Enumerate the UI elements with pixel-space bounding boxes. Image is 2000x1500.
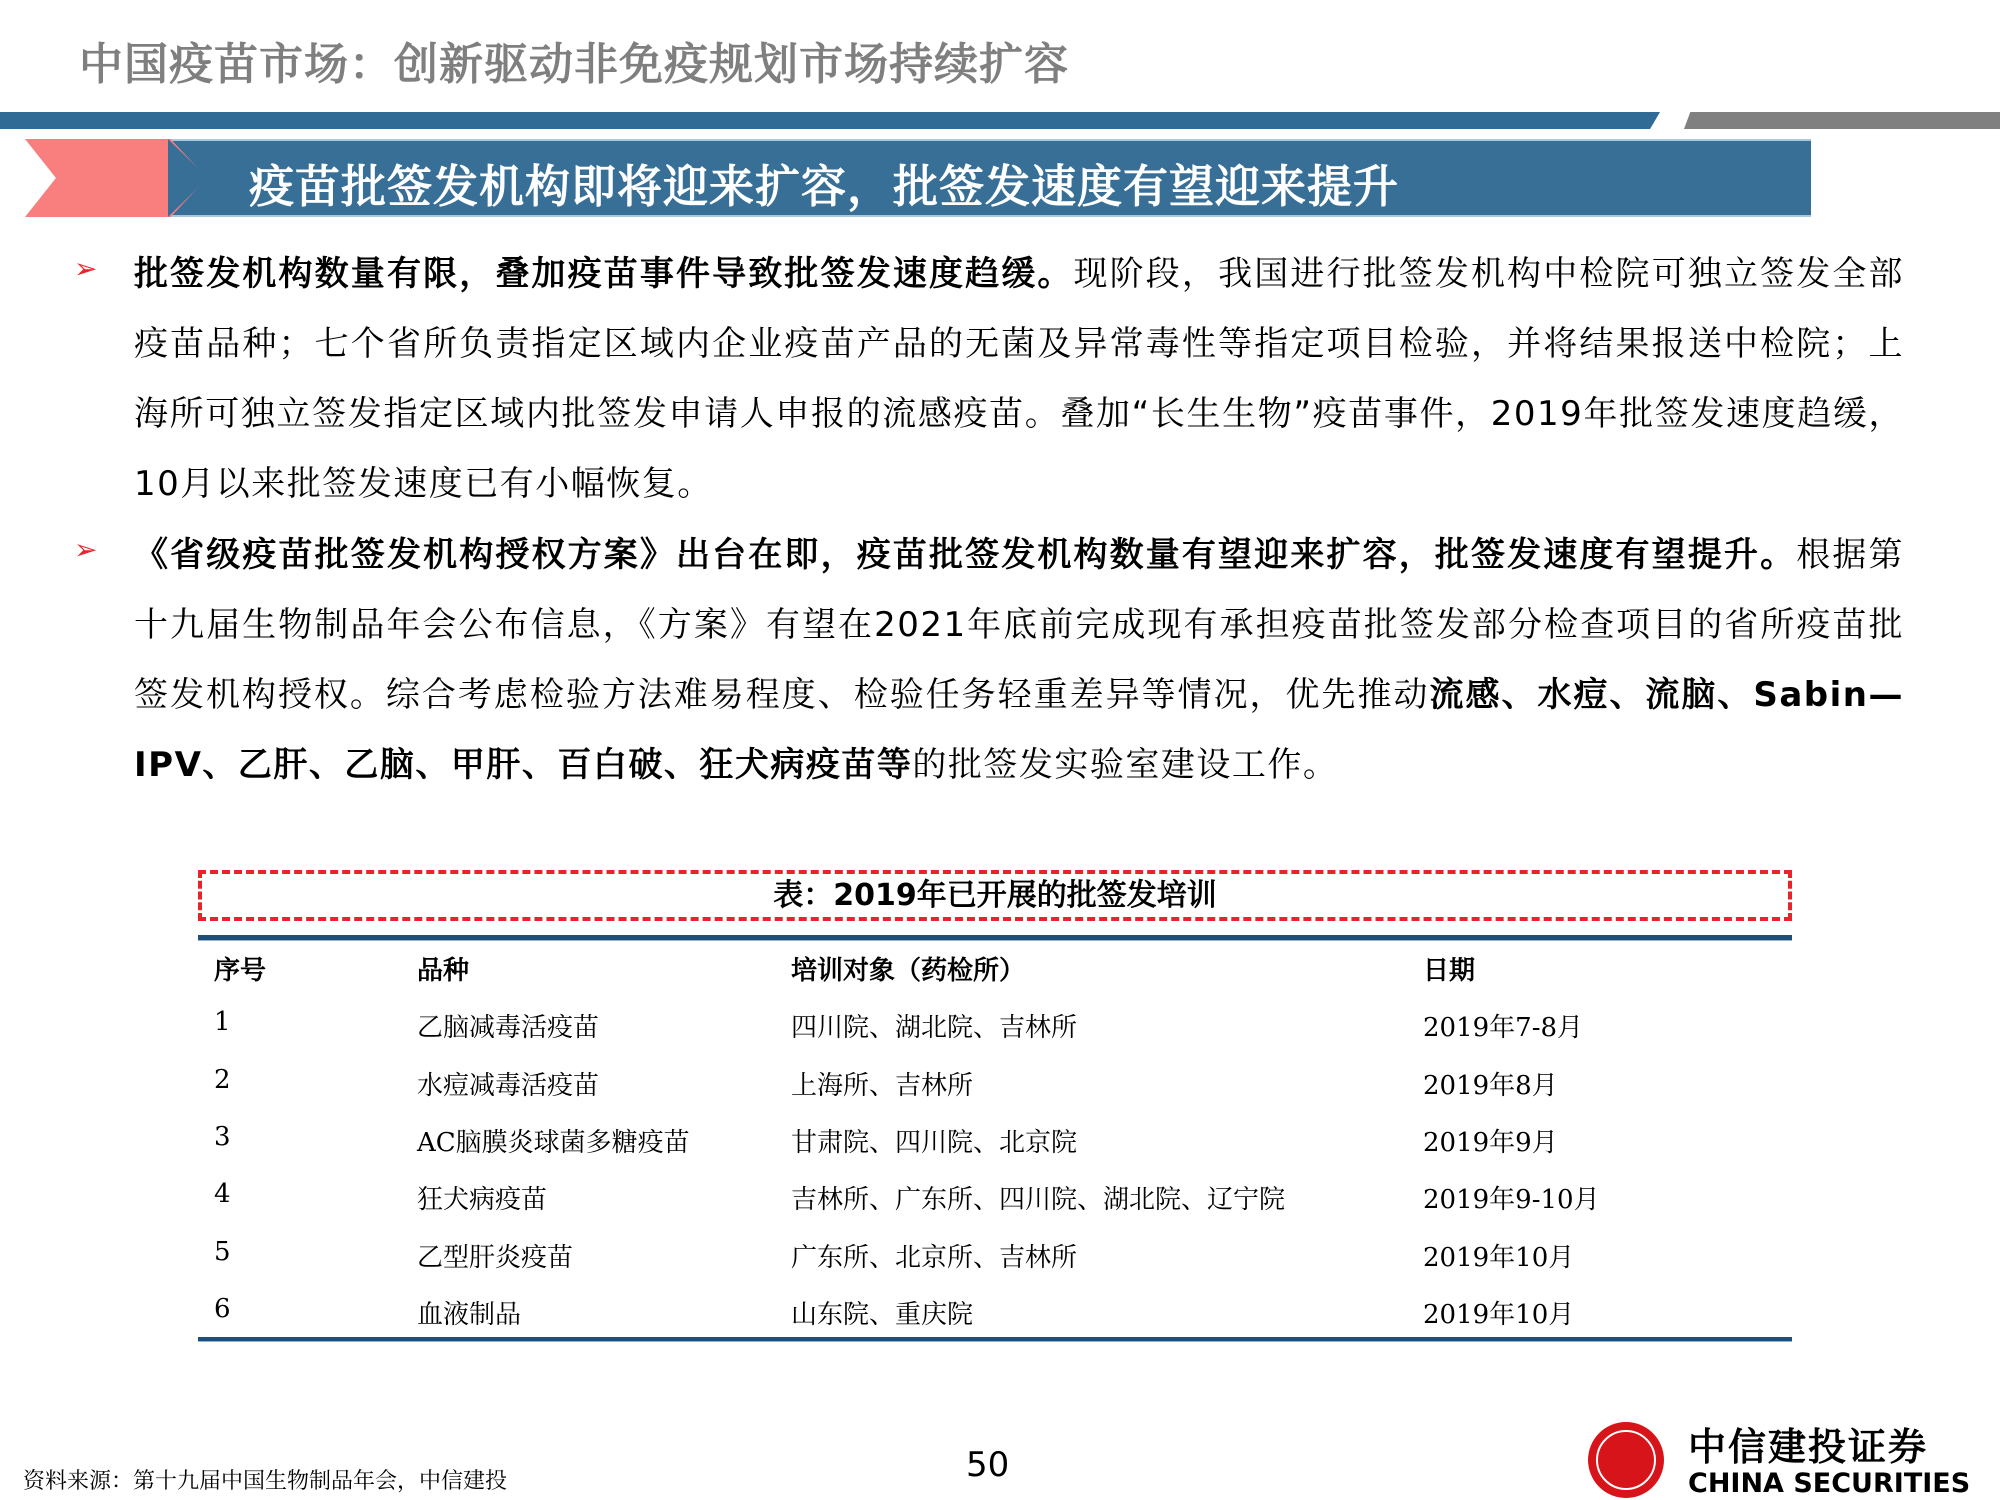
header-bar-blue xyxy=(0,112,1660,129)
cell: 6 xyxy=(214,1294,231,1324)
table-header xyxy=(214,950,1784,990)
cell: 2019年8月 xyxy=(1423,1071,1558,1101)
cell: 2019年10月 xyxy=(1423,1243,1575,1273)
cell: 4 xyxy=(214,1179,231,1209)
slide-title: 中国疫苗市场：创新驱动非免疫规划市场持续扩容 xyxy=(79,39,1069,90)
header-cell: 日期 xyxy=(1423,956,1476,986)
table-row xyxy=(214,1237,1784,1277)
cell: 四川院、湖北院、吉林所 xyxy=(791,1013,1078,1043)
header-bar-grey xyxy=(1684,112,2000,129)
source-note: 资料来源：第十九届中国生物制品年会，中信建投 xyxy=(23,1469,508,1494)
bullet-arrow-icon: ➢ xyxy=(74,252,98,285)
cell: 甘肃院、四川院、北京院 xyxy=(791,1128,1078,1158)
cell: 2019年9月 xyxy=(1423,1128,1558,1158)
cell: 狂犬病疫苗 xyxy=(417,1185,548,1215)
table-top-rule xyxy=(198,935,1792,941)
bullet-lead: 《省级疫苗批签发机构授权方案》出台在即，疫苗批签发机构数量有望迎来扩容，批签发速度有望提升。 xyxy=(134,535,1797,575)
cell: 吉林所、广东所、四川院、湖北院、辽宁院 xyxy=(791,1185,1286,1215)
cell: 2 xyxy=(214,1065,231,1095)
cell: 水痘减毒活疫苗 xyxy=(417,1071,600,1101)
table-row xyxy=(214,1007,1784,1047)
cell: 广东所、北京所、吉林所 xyxy=(791,1243,1078,1273)
cell: 2019年10月 xyxy=(1423,1300,1575,1330)
header-cell: 培训对象（药检所） xyxy=(791,956,1026,986)
bullet-paragraph-1 xyxy=(134,239,1904,519)
table-bottom-rule xyxy=(198,1337,1792,1342)
cell: 乙型肝炎疫苗 xyxy=(417,1243,574,1273)
table-row xyxy=(214,1065,1784,1105)
cell: 2019年9-10月 xyxy=(1423,1185,1600,1215)
logo-name-cn: 中信建投证券 xyxy=(1688,1425,1929,1469)
cell: 3 xyxy=(214,1122,231,1152)
page-number: 50 xyxy=(966,1445,1010,1485)
table-row xyxy=(214,1179,1784,1219)
bullet-arrow-icon: ➢ xyxy=(74,533,98,566)
bullet-text: 根据第十九届生物制品年会公布信息，《方案》有望在2021年底前完成现有承担疫苗批签发部分检查项目的省所疫苗批签发机构授权。综合考虑检验方法难易程度、检验任务轻重差异等情况，优先推动 xyxy=(134,535,1905,715)
table-row xyxy=(214,1122,1784,1162)
bullet-text: 的批签发实验室建设工作。 xyxy=(912,745,1339,785)
cell: 乙脑减毒活疫苗 xyxy=(417,1013,600,1043)
cell: 上海所、吉林所 xyxy=(791,1071,974,1101)
bullet-lead: 批签发机构数量有限，叠加疫苗事件导致批签发速度趋缓。 xyxy=(134,254,1074,294)
bullet-paragraph-2 xyxy=(134,520,1904,800)
cell: 2019年7-8月 xyxy=(1423,1013,1584,1043)
section-heading: 疫苗批签发机构即将迎来扩容，批签发速度有望迎来提升 xyxy=(249,160,1400,213)
table-caption: 表：2019年已开展的批签发培训 xyxy=(198,870,1792,921)
cell: 血液制品 xyxy=(417,1300,522,1330)
logo-name-en: CHINA SECURITIES xyxy=(1688,1468,1971,1499)
cell: 山东院、重庆院 xyxy=(791,1300,974,1330)
cell: 1 xyxy=(214,1007,231,1037)
company-logo xyxy=(1588,1416,2000,1500)
table-row xyxy=(214,1294,1784,1334)
logo-emblem-icon xyxy=(1588,1422,1664,1498)
bullet-emphasis: 流感、水痘、流脑、Sabin—IPV、乙肝、乙脑、甲肝、百白破、狂犬病疫苗等 xyxy=(134,675,1904,785)
header-cell: 品种 xyxy=(417,956,470,986)
cell: 5 xyxy=(214,1237,231,1267)
bullet-text: 现阶段，我国进行批签发机构中检院可独立签发全部疫苗品种；七个省所负责指定区域内企业疫苗产品的无菌及异常毒性等指定项目检验，并将结果报送中检院；上海所可独立签发指定区域内批签发申请人申报的流感疫苗。叠加“长生生物”疫苗事件，2019年批签发速度趋缓，10月以来批签发速度已有小幅恢复。 xyxy=(134,254,1905,504)
cell: AC脑膜炎球菌多糖疫苗 xyxy=(417,1128,690,1158)
header-cell: 序号 xyxy=(214,956,267,986)
